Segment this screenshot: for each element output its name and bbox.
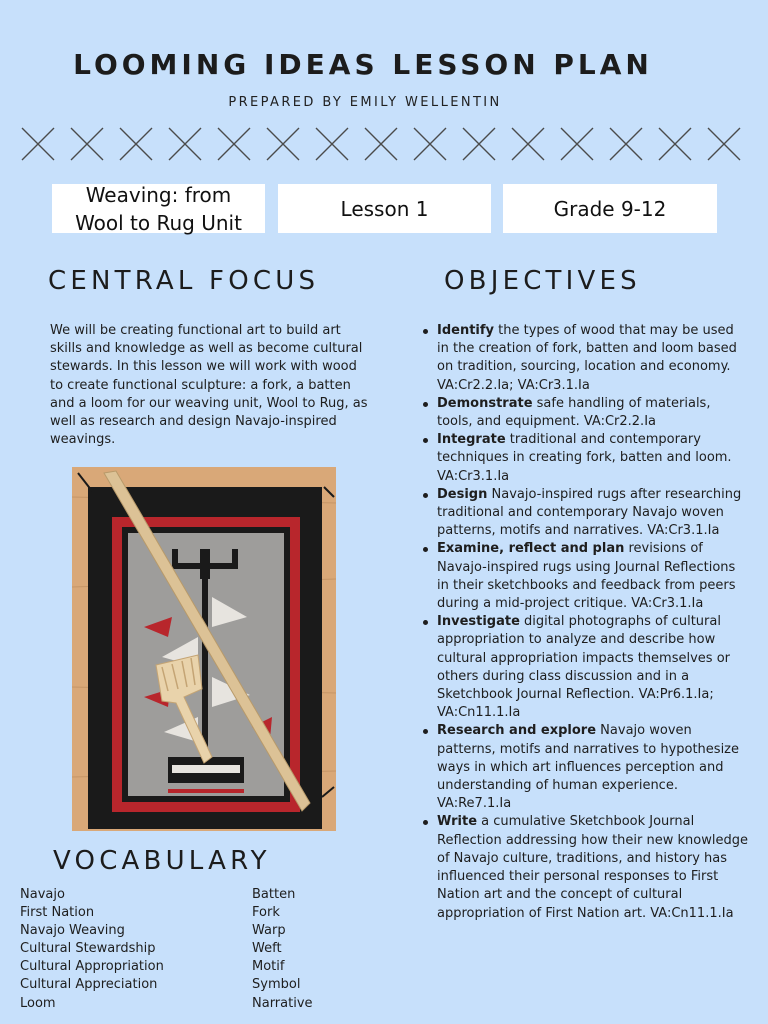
- lesson-label: Lesson 1: [340, 196, 429, 221]
- objective-text: Navajo-inspired rugs after researching traditional and contemporary Navajo woven patterns, motifs and narratives. VA:Cr3.1.Ia: [437, 486, 742, 539]
- objective-verb: Integrate: [437, 432, 506, 448]
- objective-verb: Research and explore: [437, 723, 597, 739]
- objective-verb: Write: [437, 814, 478, 830]
- unit-line2: Wool to Rug Unit: [75, 210, 242, 235]
- unit-line1: Weaving: from: [85, 182, 232, 207]
- objective-verb: Examine, reflect and plan: [437, 541, 625, 557]
- objective-item: [419, 722, 749, 813]
- objective-item: [419, 486, 749, 541]
- objective-text: revisions of Navajo-inspired rugs using Journal Reflections in their sketchbooks and feedback from peers during a mid-project critique. VA:Cr3.1.Ia: [437, 541, 736, 612]
- objective-text: safe handling of materials, tools, and equipment. VA:Cr2.2.Ia: [437, 395, 711, 430]
- objective-item: [419, 431, 749, 486]
- objectives-list: [419, 322, 749, 923]
- objective-text: a cumulative Sketchbook Journal Reflection addressing how their new knowledge of Navajo culture, traditions, and history has influenced their personal responses to First Nation art and the concept of cultural appropriation of First Nation art. VA:Cn11.1.Ia: [437, 814, 748, 921]
- grade-label: Grade 9-12: [553, 196, 667, 221]
- vocabulary-term: Loom: [20, 995, 56, 1011]
- vocabulary-term: Fork: [252, 905, 280, 921]
- vocabulary-term: Weft: [252, 941, 282, 957]
- lesson-box: [278, 184, 491, 233]
- objective-item: [419, 322, 749, 395]
- grade-box: [503, 184, 717, 233]
- objectives-heading: OBJECTIVES: [444, 266, 641, 296]
- vocabulary-term: First Nation: [20, 905, 95, 921]
- vocabulary-term: Narrative: [252, 995, 313, 1011]
- objective-item: [419, 540, 749, 613]
- author-subtitle: PREPARED BY EMILY WELLENTIN: [228, 95, 502, 110]
- objective-text: Navajo woven patterns, motifs and narratives to hypothesize ways in which art influences perception and understanding of human experience. VA:Re7.1.Ia: [437, 723, 740, 812]
- objective-item: [419, 813, 749, 922]
- objective-verb: Investigate: [437, 614, 520, 630]
- vocabulary-term: Motif: [252, 959, 285, 975]
- objective-item: [419, 613, 749, 722]
- objective-verb: Identify: [437, 323, 495, 338]
- vocabulary-term: Cultural Appropriation: [20, 959, 164, 975]
- objective-verb: Demonstrate: [437, 395, 533, 411]
- objective-text: digital photographs of cultural appropriation to analyze and describe how cultural appropriation impacts themselves or others during class discussion and in a Sketchbook Journal Reflection. VA:Pr6.1.Ia; VA:Cn11.1.Ia: [437, 614, 731, 721]
- cross-pattern-divider: [18, 124, 758, 164]
- objective-text: traditional and contemporary techniques in creating fork, batten and loom. VA:Cr3.1.Ia: [437, 432, 732, 484]
- vocabulary-column-2: [252, 886, 313, 1013]
- navajo-rug-photo: [72, 467, 336, 831]
- vocabulary-heading: VOCABULARY: [53, 846, 271, 876]
- central-focus-text: We will be creating functional art to build art skills and knowledge as well as become cultural stewards. In this lesson we will work with wood to create functional sculpture: a fork, a batten and a loom for our weaving unit, Wool to Rug, as well as research and design Navajo-inspired weavings.: [50, 323, 368, 448]
- central-focus-heading: CENTRAL FOCUS: [48, 266, 320, 296]
- vocabulary-term: Symbol: [252, 977, 301, 993]
- vocabulary-term: Navajo: [20, 887, 65, 902]
- vocabulary-term: Navajo Weaving: [20, 923, 125, 939]
- objective-verb: Design: [437, 486, 488, 502]
- objective-item: [419, 395, 749, 431]
- vocabulary-term: Batten: [252, 887, 296, 902]
- vocabulary-column-1: [20, 886, 164, 1013]
- unit-box: [52, 184, 265, 233]
- vocabulary-term: Cultural Appreciation: [20, 977, 158, 993]
- vocabulary-term: Warp: [252, 923, 286, 939]
- vocabulary-term: Cultural Stewardship: [20, 941, 156, 957]
- objective-text: the types of wood that may be used in the creation of fork, batten and loom based on tradition, sourcing, location and economy. VA:Cr2.2.Ia; VA:Cr3.1.Ia: [437, 323, 737, 393]
- page-title: LOOMING IDEAS LESSON PLAN: [73, 48, 653, 81]
